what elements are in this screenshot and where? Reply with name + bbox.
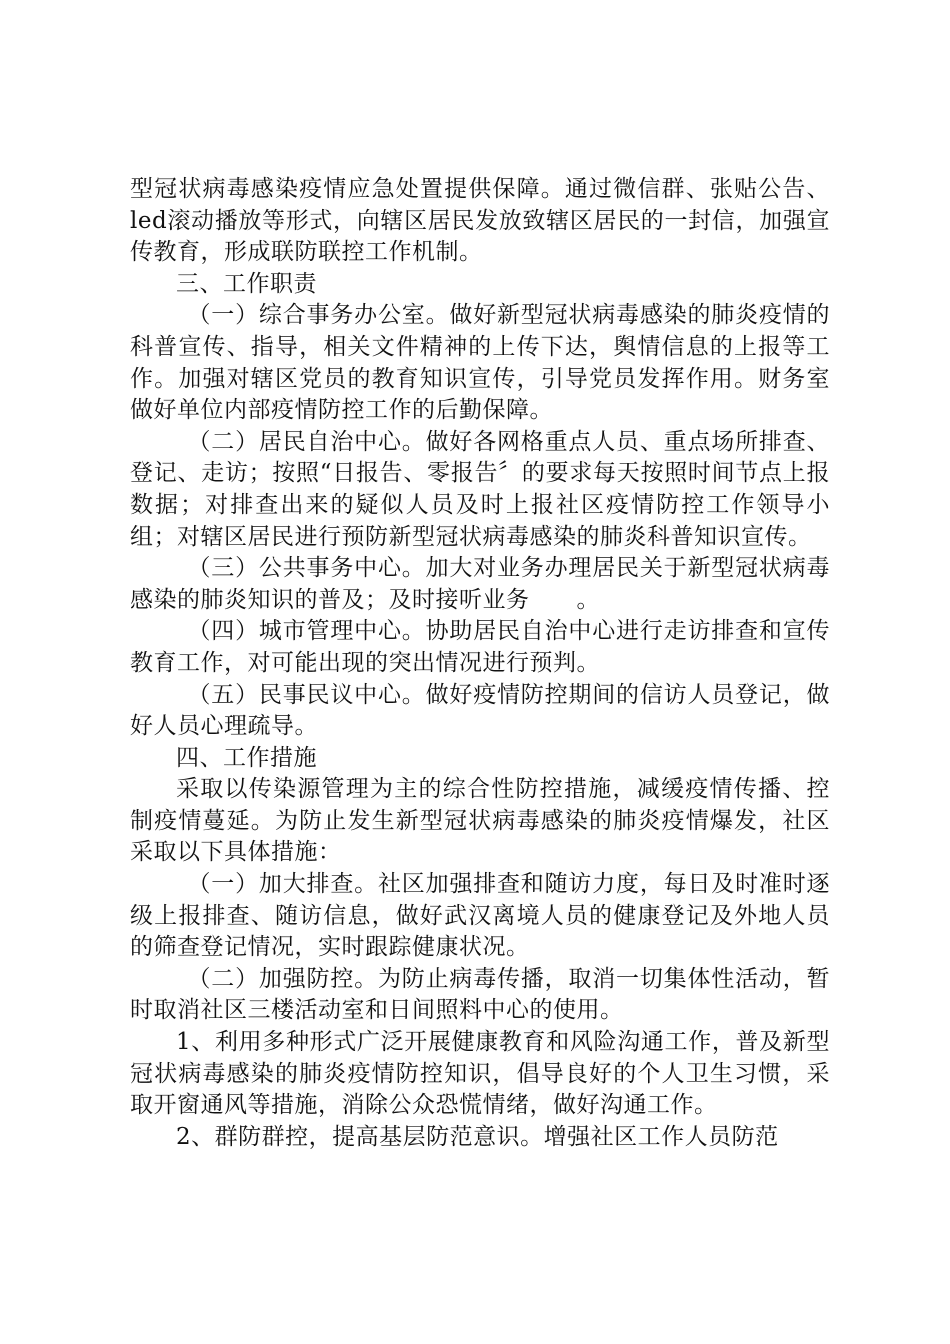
paragraph-duty-1: （一）综合事务办公室。做好新型冠状病毒感染的肺炎疫情的科普宣传、指导，相关文件精神的上传下达，舆情信息的上报等工作。加强对辖区党员的教育知识宣传，引导党员发挥作用。财务室做好单位内部疫情防控工作的后勤保障。: [130, 302, 830, 424]
paragraph-duty-5: （五）民事民议中心。做好疫情防控期间的信访人员登记，做好人员心理疏导。: [130, 681, 830, 740]
paragraph-measure-1: （一）加大排查。社区加强排查和随访力度，每日及时准时逐级上报排查、随访信息，做好武汉离境人员的健康登记及外地人员的筛查登记情况，实时跟踪健康状况。: [130, 871, 830, 961]
paragraph-measures-intro: 采取以传染源管理为主的综合性防控措施，减缓疫情传播、控制疫情蔓延。为防止发生新型冠状病毒感染的肺炎疫情爆发，社区采取以下具体措施：: [130, 776, 830, 866]
paragraph-duty-3: （三）公共事务中心。加大对业务办理居民关于新型冠状病毒感染的肺炎知识的普及；及时接听业务 。: [130, 555, 830, 613]
section-heading-duties: 三、工作职责: [176, 270, 317, 297]
paragraph-duty-4: （四）城市管理中心。协助居民自治中心进行走访排查和宣传教育工作，对可能出现的突出情况进行预判。: [130, 618, 830, 676]
paragraph-measure-2-item-1: 1、利用多种形式广泛开展健康教育和风险沟通工作，普及新型冠状病毒感染的肺炎疫情防控知识，倡导良好的个人卫生习惯，采取开窗通风等措施，消除公众恐慌情绪，做好沟通工作。: [130, 1029, 830, 1119]
paragraph-intro-continuation: 型冠状病毒感染疫情应急处置提供保障。通过微信群、张贴公告、led滚动播放等形式，向辖区居民发放致辖区居民的一封信，加强宣传教育，形成联防联控工作机制。: [130, 176, 830, 266]
section-heading-measures: 四、工作措施: [176, 744, 317, 771]
paragraph-measure-2-item-2: 2、群防群控，提高基层防范意识。增强社区工作人员防范: [176, 1123, 779, 1150]
document-body: [130, 174, 830, 1153]
paragraph-measure-2: （二）加强防控。为防止病毒传播，取消一切集体性活动，暂时取消社区三楼活动室和日间照料中心的使用。: [130, 965, 830, 1024]
paragraph-duty-2: （二）居民自治中心。做好各网格重点人员、重点场所排查、登记、走访；按照“日报告、零报告〞的要求每天按照时间节点上报数据；对排查出来的疑似人员及时上报社区疫情防控工作领导小组；对辖区居民进行预防新型冠状病毒感染的肺炎科普知识宣传。: [130, 428, 830, 550]
